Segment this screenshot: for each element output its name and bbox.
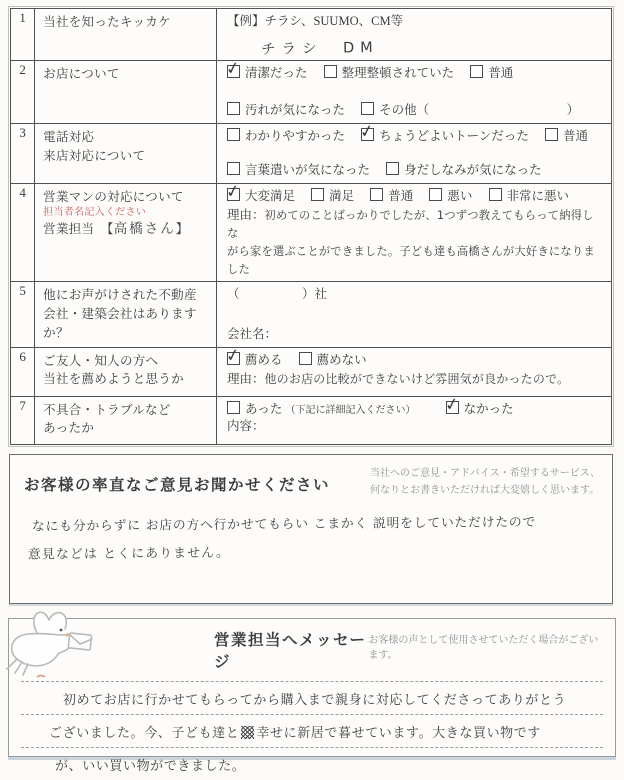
question-line: 営業マンの対応について bbox=[43, 189, 184, 204]
handwritten-answer: チラシ DM bbox=[260, 39, 379, 58]
content-label: 内容： bbox=[226, 419, 265, 434]
question-line: 電話対応 bbox=[43, 129, 95, 144]
checkbox[interactable] bbox=[299, 352, 312, 365]
option-label: その他（ ） bbox=[379, 103, 580, 118]
row-number: 3 bbox=[11, 123, 35, 183]
table-row bbox=[11, 282, 612, 347]
options-line bbox=[227, 102, 601, 120]
option-label: 清潔だった bbox=[244, 65, 308, 80]
handwritten-message-part: ございました。今、子ども達と bbox=[49, 725, 240, 741]
table-row bbox=[11, 396, 612, 444]
checkbox[interactable] bbox=[489, 188, 502, 201]
option-label: 普通 bbox=[488, 65, 514, 80]
reason-label: 理由： bbox=[226, 372, 265, 387]
answer-cell bbox=[216, 183, 611, 282]
customer-feedback-box bbox=[9, 454, 613, 604]
checkbox[interactable] bbox=[227, 401, 240, 414]
table-row bbox=[11, 183, 612, 282]
checkbox[interactable] bbox=[324, 65, 337, 78]
option-label: 言葉遣いが気になった bbox=[244, 163, 370, 178]
ruled-message-area bbox=[9, 681, 615, 780]
company-name-label: 会社名： bbox=[226, 326, 277, 341]
checkbox[interactable] bbox=[470, 65, 483, 78]
message-title: 営業担当へメッセージ bbox=[214, 631, 367, 671]
checkbox[interactable] bbox=[227, 128, 240, 141]
handwritten-agent-name: 高橋さん bbox=[113, 220, 176, 237]
option-label: 悪い bbox=[447, 188, 473, 203]
company-count-blank: （ ）社 bbox=[226, 287, 327, 302]
checkbox[interactable] bbox=[386, 162, 399, 175]
message-note: お客様の声として使用させていただく場合がございます。 bbox=[368, 634, 599, 661]
question-cell: 他にお声がけされた不動産会社・建築会社はありますか？ bbox=[35, 282, 217, 347]
question-line: 当社を薦めようと思うか bbox=[43, 372, 184, 387]
option-label: 普通 bbox=[388, 188, 414, 203]
ruled-line bbox=[21, 681, 603, 714]
survey-table bbox=[10, 8, 612, 445]
question-line: ご友人・知人の方へ bbox=[43, 353, 159, 368]
option-label: 非常に悪い bbox=[506, 188, 570, 203]
handwritten-message: 初めてお店に行かせてもらってから購入まで親身に対応してくださってありがとう bbox=[63, 692, 567, 708]
answer-cell bbox=[216, 123, 611, 183]
ruled-line bbox=[21, 714, 603, 747]
handwritten-message bbox=[21, 715, 603, 741]
question-line: 来店対応について bbox=[43, 148, 146, 163]
row-number: 6 bbox=[11, 347, 35, 396]
agent-name-line bbox=[43, 219, 208, 239]
feedback-note-line: 何なりとお書きいただければ大変嬉しく思います。 bbox=[370, 484, 600, 496]
option-label: 普通 bbox=[562, 128, 588, 143]
answer-cell bbox=[216, 9, 611, 61]
feedback-note bbox=[370, 465, 600, 499]
question-cell bbox=[35, 183, 217, 282]
options-line bbox=[227, 401, 601, 419]
option-label: 整理整頓されていた bbox=[341, 65, 455, 80]
table-row bbox=[11, 9, 612, 61]
option-label: 薦めない bbox=[316, 352, 367, 367]
row-number: 5 bbox=[11, 282, 35, 347]
scribbled-out-character bbox=[241, 726, 254, 739]
answer-cell bbox=[216, 60, 611, 123]
option-label: 薦める bbox=[244, 352, 283, 367]
checkbox[interactable] bbox=[545, 128, 558, 141]
feedback-title: お客様の率直なご意見お聞かせください bbox=[24, 476, 331, 494]
checkbox[interactable] bbox=[370, 188, 383, 201]
reason-block bbox=[227, 207, 601, 278]
option-label: ちょうどよいトーンだった bbox=[379, 128, 529, 143]
checkbox[interactable] bbox=[227, 102, 240, 115]
table-row bbox=[11, 123, 612, 183]
options-line bbox=[227, 352, 601, 370]
options-line bbox=[227, 65, 601, 83]
option-label: 満足 bbox=[329, 188, 355, 203]
question-cell bbox=[35, 347, 217, 396]
agent-label: 営業担当 【 bbox=[43, 221, 114, 236]
table-row bbox=[11, 60, 612, 123]
row-number: 2 bbox=[11, 60, 35, 123]
row-number: 7 bbox=[11, 396, 35, 444]
table-row bbox=[11, 347, 612, 396]
handwritten-feedback: 意見などは とくにありません。 bbox=[27, 545, 231, 563]
handwritten-reason: がら家を選ぶことができました。子ども達も高橋さんが大好きになりました bbox=[226, 245, 595, 276]
sales-message-box bbox=[8, 618, 616, 774]
option-label: 身だしなみが気になった bbox=[404, 163, 542, 178]
question-cell bbox=[35, 396, 217, 444]
answer-cell bbox=[216, 282, 611, 347]
option-note: （下記に詳細記入ください） bbox=[285, 404, 416, 416]
option-label: わかりやすかった bbox=[244, 128, 345, 143]
answer-cell bbox=[216, 347, 611, 396]
handwritten-reason: 初めてのことばっかりでしたが、1つずつ教えてもらって納得しな bbox=[226, 209, 594, 240]
row-number: 4 bbox=[11, 183, 35, 282]
checkbox[interactable] bbox=[227, 65, 240, 78]
question-line: 不具合・トラブルなど bbox=[43, 402, 171, 417]
checkbox[interactable] bbox=[361, 102, 374, 115]
reason-label: 理由： bbox=[226, 208, 265, 223]
answer-cell bbox=[216, 396, 611, 444]
checkbox[interactable] bbox=[429, 188, 442, 201]
checkbox[interactable] bbox=[227, 188, 240, 201]
ruled-line bbox=[21, 747, 603, 780]
options-line bbox=[227, 128, 601, 146]
checkbox[interactable] bbox=[446, 401, 459, 414]
options-line bbox=[227, 188, 601, 206]
question-cell bbox=[35, 123, 217, 183]
feedback-note-line: 当社へのご意見・アドバイス・希望するサービス、 bbox=[370, 467, 600, 479]
handwritten-reason: 他のお店の比較ができないけど雰囲気が良かったので。 bbox=[264, 372, 570, 387]
checkbox[interactable] bbox=[361, 128, 374, 141]
handwritten-feedback: なにも分からずに お店の方へ行かせてもらい こまかく 説明をしていただけたので bbox=[31, 514, 537, 535]
row-number: 1 bbox=[11, 9, 35, 61]
option-label: なかった bbox=[463, 401, 514, 416]
checkbox[interactable] bbox=[227, 162, 240, 175]
agent-label-close: 】 bbox=[175, 221, 189, 236]
reason-block bbox=[227, 371, 601, 389]
checkbox[interactable] bbox=[227, 352, 240, 365]
example-text: 【例】チラシ、SUUMO、CM等 bbox=[226, 14, 404, 28]
option-label: 大変満足 bbox=[244, 188, 295, 203]
option-label: あった bbox=[244, 401, 283, 416]
question-cell: 当社を知ったキッカケ bbox=[35, 9, 217, 61]
handwritten-message: が、いい買い物ができました。 bbox=[55, 758, 246, 774]
question-cell: お店について bbox=[35, 60, 217, 123]
red-instruction-note: 担当者名記入ください bbox=[43, 206, 147, 218]
option-label: 汚れが気になった bbox=[244, 103, 345, 118]
checkbox[interactable] bbox=[311, 188, 324, 201]
handwritten-message-part: 幸せに新居で暮せています。大きな買い物です bbox=[256, 725, 541, 741]
question-line: あったか bbox=[43, 421, 95, 436]
options-line bbox=[227, 162, 601, 180]
